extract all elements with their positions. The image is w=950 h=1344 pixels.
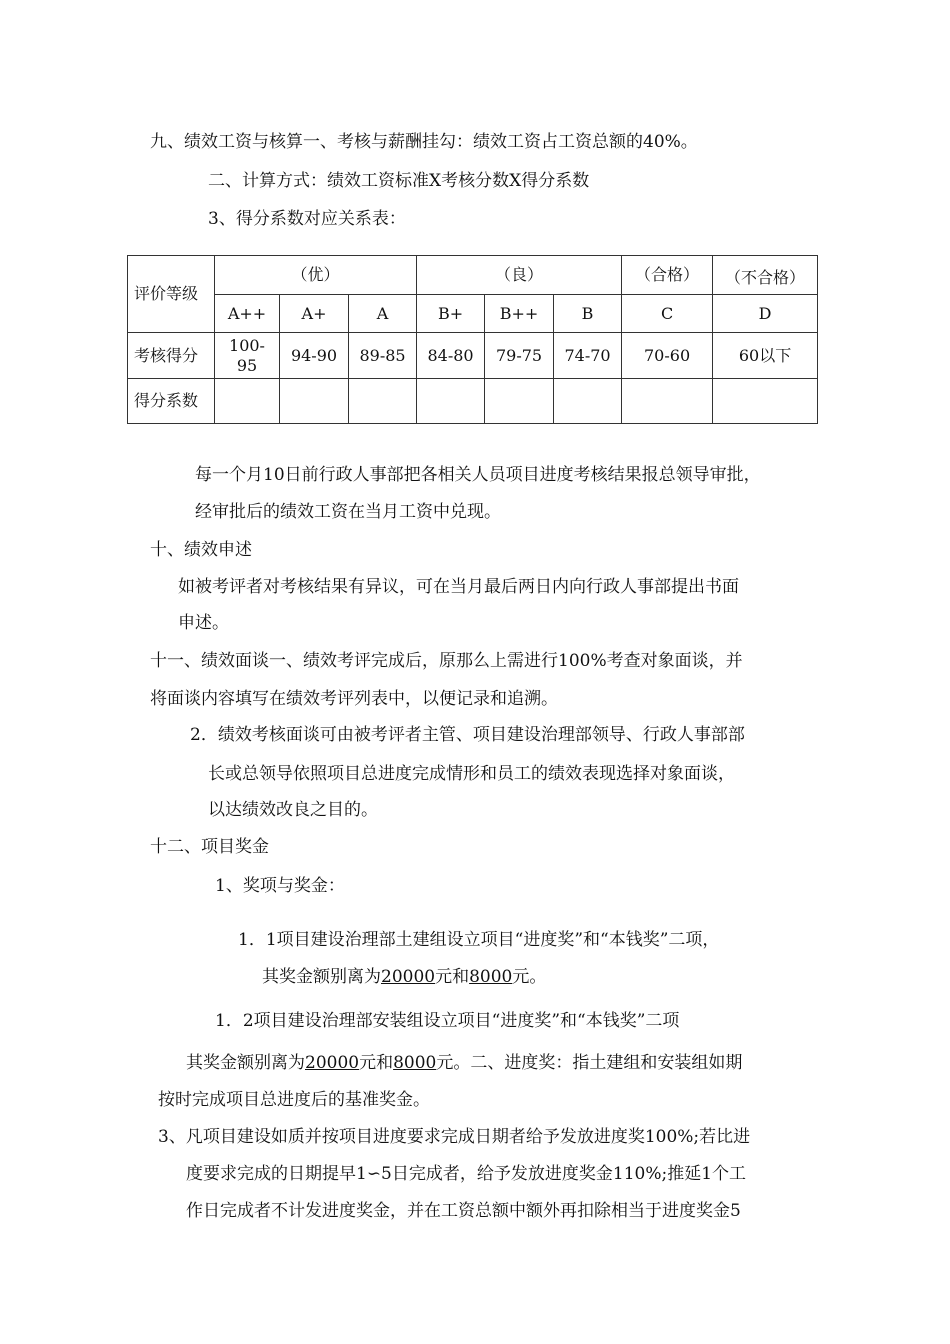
paragraph-line: 1．1项目建设治理部土建组设立项目“进度奖”和“本钱奖”二项， [238, 930, 720, 950]
text-run: 元和 [359, 1053, 394, 1073]
paragraph-line: 长或总领导依照项目总进度完成情形和员工的绩效表现选择对象面谈， [208, 764, 735, 784]
score-cell: 74-70 [554, 333, 622, 379]
grade-cell: B [554, 295, 622, 333]
amount-8000: 8000 [393, 1053, 437, 1073]
paragraph-line: 申述。 [178, 613, 229, 633]
group-excellent: （优） [215, 256, 417, 295]
paragraph-line: 1．2项目建设治理部安装组设立项目“进度奖”和“本钱奖”二项 [215, 1011, 680, 1031]
amount-8000: 8000 [469, 967, 513, 987]
paragraph-line [262, 966, 546, 988]
table-caption: 3、得分系数对应关系表： [208, 209, 406, 229]
group-fail [713, 256, 818, 295]
paragraph-line [186, 1052, 742, 1074]
coef-cell [622, 379, 713, 424]
table-row [128, 295, 818, 333]
paragraph-line: 2．绩效考核面谈可由被考评者主管、项目建设治理部领导、行政人事部部 [190, 725, 745, 745]
grade-cell: A+ [280, 295, 349, 333]
text-run: 其奖金额别离为 [262, 967, 381, 987]
coef-cell [554, 379, 622, 424]
table-row [128, 333, 818, 379]
score-cell: 84-80 [417, 333, 485, 379]
section-10-heading: 十、绩效申述 [150, 540, 252, 560]
score-cell: 100-95 [215, 333, 280, 379]
section-12-heading: 十二、项目奖金 [150, 837, 269, 857]
group-good: （良） [417, 256, 622, 295]
paragraph-line: 如被考评者对考核结果有异议，可在当月最后两日内向行政人事部提出书面 [178, 577, 739, 597]
section-11-line: 十一、绩效面谈一、绩效考评完成后，原那么上需进行100%考查对象面谈，并 [150, 651, 743, 671]
score-label-cell: 考核得分 [128, 333, 215, 379]
table-row [128, 379, 818, 424]
paragraph-line: 作日完成者不计发进度奖金，并在工资总额中额外再扣除相当于进度奖金5 [186, 1201, 741, 1221]
text-run: 元。二、进度奖：指土建组和安装组如期 [436, 1053, 743, 1073]
grade-cell: B+ [417, 295, 485, 333]
coef-cell [215, 379, 280, 424]
coef-cell [485, 379, 554, 424]
coef-label-cell: 得分系数 [128, 379, 215, 424]
coef-cell [417, 379, 485, 424]
text-run: 其奖金额别离为 [186, 1053, 305, 1073]
score-cell: 79-75 [485, 333, 554, 379]
group-fail-label: （不合格） [725, 268, 806, 287]
paragraph-line: 以达绩效改良之目的。 [208, 800, 378, 820]
coef-cell [713, 379, 818, 424]
paragraph-line: 度要求完成的日期提早1∽5日完成者，给予发放进度奖金110%;推延1个工 [186, 1164, 747, 1184]
text-run: 元。 [512, 967, 547, 987]
paragraph-line: 3、凡项目建设如质并按项目进度要求完成日期者给予发放进度奖100%;若比进 [158, 1127, 751, 1147]
grade-cell: A++ [215, 295, 280, 333]
table-row [128, 256, 818, 295]
grade-cell: D [713, 295, 818, 333]
paragraph-line: 每一个月10日前行政人事部把各相关人员项目进度考核结果报总领导审批， [195, 465, 761, 485]
score-cell: 70-60 [622, 333, 713, 379]
grade-cell: B++ [485, 295, 554, 333]
grade-cell: A [349, 295, 417, 333]
coef-cell [349, 379, 417, 424]
calc-method-line: 二、计算方式：绩效工资标准X考核分数X得分系数 [208, 171, 590, 191]
group-pass: （合格） [622, 256, 713, 295]
grade-cell: C [622, 295, 713, 333]
text-run: 元和 [435, 967, 470, 987]
score-coefficient-table [127, 255, 818, 424]
rating-label-cell: 评价等级 [128, 256, 215, 333]
paragraph-line: 1、奖项与奖金： [215, 876, 345, 896]
paragraph-line: 经审批后的绩效工资在当月工资中兑现。 [195, 502, 501, 522]
score-cell: 94-90 [280, 333, 349, 379]
score-cell: 89-85 [349, 333, 417, 379]
amount-20000: 20000 [305, 1053, 360, 1073]
paragraph-line: 将面谈内容填写在绩效考评列表中，以便记录和追溯。 [150, 689, 558, 709]
coef-cell [280, 379, 349, 424]
score-cell: 60以下 [713, 333, 818, 379]
section-9-line: 九、绩效工资与核算一、考核与薪酬挂勾：绩效工资占工资总额的40%。 [150, 132, 698, 152]
amount-20000: 20000 [381, 967, 436, 987]
paragraph-line: 按时完成项目总进度后的基准奖金。 [158, 1090, 430, 1110]
